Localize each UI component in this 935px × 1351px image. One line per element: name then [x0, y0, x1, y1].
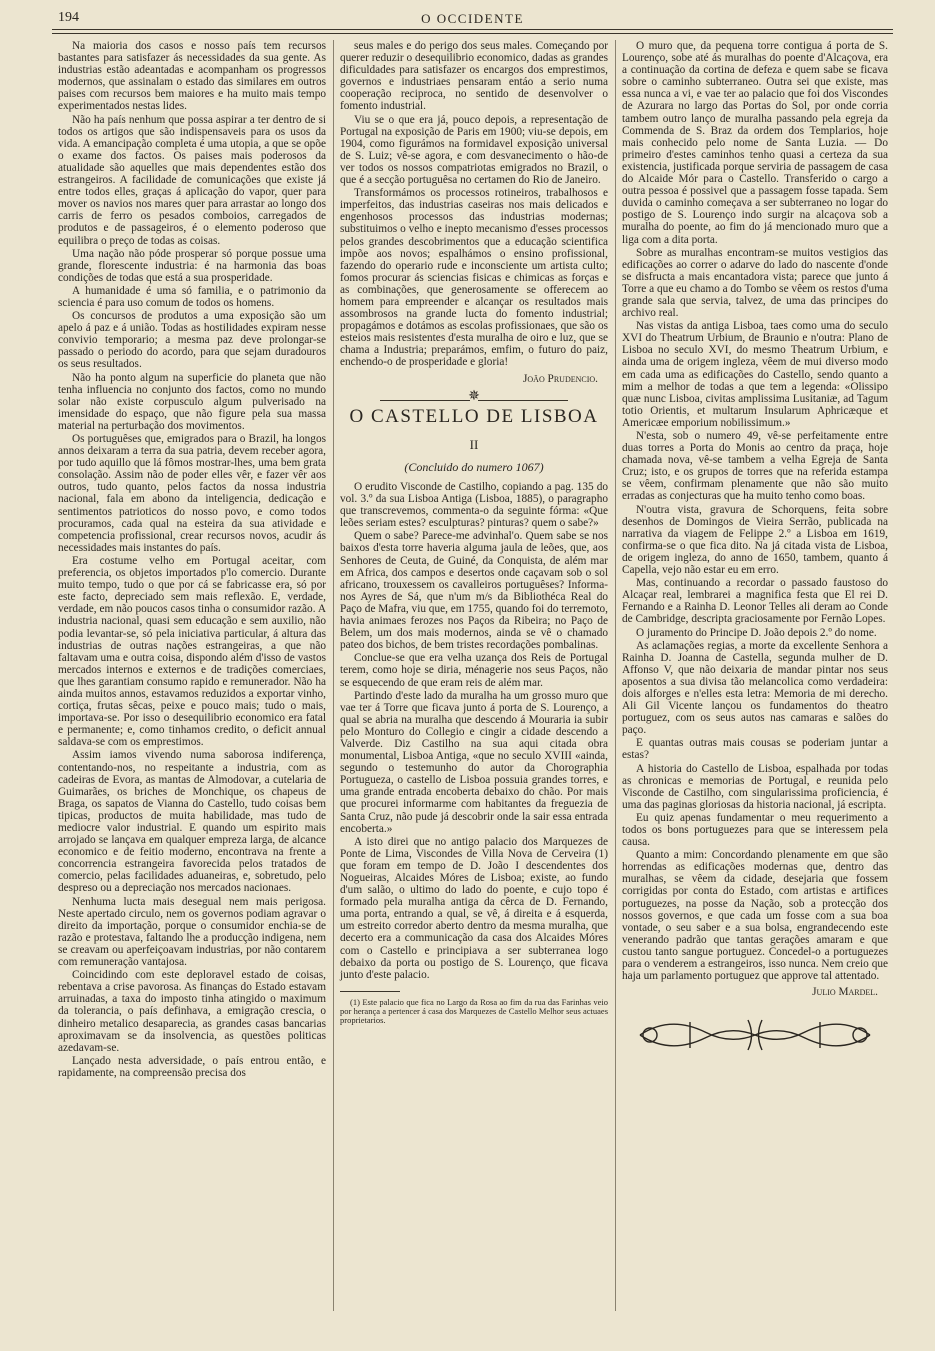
paragraph: E quantas outras mais cousas se poderiam juntar a estas?: [622, 737, 888, 762]
paragraph: A isto direi que no antigo palacio dos Marquezes de Ponte de Lima, Viscondes de Villa Nova de Cerveira (1) que foram em tempo de D. João I descendentes dos Nogueiras, Alcaides Móres de Lisboa; existe, ao fundo d'um salão, o ultimo do lado do poente, e cujo topo é formado pela muralha antiga da cêrca de D. Fernando, uma porta, entrando a qual, se vê, á direita e á esquerda, um estreito corredor aberto dentro da mesma muralha, que decerto era a communicação da casa dos Alcaides Móres com o Castello e principiava a ser subterranea logo debaixo da porta ou postigo de S. Lourenço, que ficava junto d'este palacio.: [340, 835, 608, 981]
paragraph: seus males e do perigo dos seus males. Começando por querer reduzir o desequilibrio economico, dadas as grandes dificuldades para satisfazer os encargos dos emprestimos, governos e industriaes pensaram entáo a serio numa cooperação reciproca, no sentido de desenvolver o fomento industrial.: [340, 40, 608, 113]
article-title: O CASTELLO DE LISBOA: [349, 405, 599, 427]
scroll-ornament-icon: [630, 1010, 880, 1060]
continuation-note: (Concluido do numero 1067): [404, 459, 544, 474]
paragraph: A humanidade é uma só familia, e o patrimonio da sciencia é para uso comum de todos os homens.: [58, 284, 326, 309]
paragraph: A historia do Castello de Lisboa, espalhada por todas as chronicas e memorias de Portugal, e reunida pelo Visconde de Castilho, com singularissima proficiencia, é uma das paginas gloriosas da historia nacional, já escripta.: [622, 762, 888, 811]
middle-column: [340, 40, 608, 1026]
paragraph: Viu se o que era já, pouco depois, a representação de Portugal na exposição de Paris em 1900; viu-se depois, em 1904, como figurámos na formidavel exposição universal de S. Luiz; vê-se agora, e com desvanecimento o hão-de ver todos os nossos compatriotas emigrados no Brazil, o que é a secção portuguêsa no certamen do Rio de Janeiro.: [340, 113, 608, 187]
paragraph: Assim iamos vivendo numa saborosa indiferença, contentando-nos, no respeitante a industria, com as cadeiras de Evora, as mantas de Almodovar, a cutelaria de Guimarães, os briches de Monchique, os chapeus de Braga, os sapatos de Vianna do Castello, tudo coisas bem tipicas, productos de muita habilidade, mas tudo de mediocre valor industrial. E quando um espirito mais arrojado se lançava em qualquer empreza larga, de alcance economico e de feitio moderno, encontrava na frente a concorrencia estrangeira favorecida pelos tratados de comercio, pelas facilidades aduaneiras, e, sobretudo, pelo despreso ou a depreciação nos mercados nacionaes.: [58, 749, 326, 895]
paragraph: Conclue-se que era velha uzança dos Reis de Portugal terem, como hoje se diria, ménagerie nos seus Paços, não se esquecendo de que eram reis de além mar.: [340, 652, 608, 689]
paragraph: O muro que, da pequena torre contigua á porta de S. Lourenço, sobe até ás muralhas do poente d'Alcaçova, era a continuação da cortina de defeza e quem sabe se ficava sobre o caminho subterraneo. Outra sei que existe, mas essa nunca a vi, e vae ter ao palacio que foi dos Viscondes de Azurara no largo das Portas do Sol, por onde corria tambem outro lanço de muralha passando pela egreja da Commenda de S. Braz da ordem dos Templarios, hoje mais conhecido pelo nome de Santa Luzia. — Do primeiro d'estes caminhos tenho quasi a certeza da sua existencia, justificada porque serviria de passagem de casa do Alcaide Mór para o Castello. Transferido o cargo a outra pessoa é possivel que a passagem fosse tapada. Sem duvida o caminho começava a ser subterraneo no logar do postigo de S. Lourenço indo surgir na alcaçova sob a muralha do poente, ao fim do já mencionado muro que a liga com a dita porta.: [622, 40, 888, 246]
paragraph: Os concursos de produtos a uma exposição são um apelo á paz e á união. Todas as hostilidades expiram nesse convivio temporario; a mesma paz deve prolongar-se passado o periodo do acordo, para que sejam duradouros os seus resultados.: [58, 310, 326, 371]
star-ornament-icon: ✵: [340, 391, 608, 403]
paragraph: O juramento do Principe D. João depois 2.º do nome.: [636, 626, 877, 639]
paragraph: Nenhuma lucta mais desegual nem mais perigosa. Neste apertado circulo, nem os governos podiam agravar o direito da importação, porque o consumidor enchia-se de razão e protestava, faltando lhe a producção indigena, nem se creavam ou aperfeiçoavam industrias, por não contarem com remuneração vantajosa.: [58, 895, 326, 969]
column-divider: [615, 40, 616, 1311]
paragraph: Mas, continuando a recordar o passado faustoso do Alcaçar real, lembrarei a magnifica festa que El rei D. Fernando e a Rainha D. Leonor Telles ali deram ao Conde de Cambridge, descripta graciosamente por Fernão Lopes.: [622, 577, 888, 626]
page-number: 194: [58, 10, 79, 25]
author-signature: Julio Mardel.: [812, 986, 878, 999]
paragraph: As aclamações regias, a morte da excellente Senhora a Rainha D. Joanna de Castella, segunda mulher de D. Affonso V, que não deixaria de mandar pintar nos seus aposentos a sua divisa tão melancolica como verdadeira: dois alforges e n'elles esta letra: Memoria de mi derecho. Ali Gil Vicente lançou os fundamentos do theatro portuguez, com os seus autos nas camaras e salões do paço.: [622, 639, 888, 737]
column-divider: [333, 40, 334, 1311]
section-number: II: [469, 436, 479, 452]
paragraph: Era costume velho em Portugal aceitar, com preferencia, os objetos importados p'lo comercio. Durante muito tempo, tudo o que por cá se fabricasse era, só por este facto, depreciado sem mais reflexão. E, verdade, verdade, em não poucos casos tinha o consumidor razão. A industria nacional, quasi sem educação e sem auxilio, não podia levantar-se, só pela iniciativa particular, á altura das industrias de outras nações estrangeiras, a que não faltavam uma e outra coisa, dispondo além d'isso de vastos mercados internos e externos e de tradições comerciaes, que lhes garantiam consumo rapido e remunerador. Não ha ainda muitos annos, estavamos reduzidos a exportar vinho, cortiça, frutas sêcas, peixe e pouco mais; tudo o mais, importava-se. Por isso o desequilibrio economico era fatal e permanente; e, como tinhamos credito, o deficit annual saldava-se com os emprestimos.: [58, 554, 326, 749]
paragraph: Lançado nesta adversidade, o país entrou então, e rapidamente, na compreensão precisa dos: [58, 1054, 326, 1079]
right-column: [622, 40, 888, 1060]
paragraph: Quanto a mim: Concordando plenamente em que são horrendas as edificações modernas que, dentro das muralhas, se vêem da cidade, desejaria que fossem corrigidas por conta do Estado, com artistas e artifices portuguezes, na posse da Nação, sob a protecção dos nossos governos, e que cada um fosse com a sua boa vontade, o seu saber e a sua bolsa, engrandecendo este venerando padrão que tantas gerações amaram e que custou tanto sangue portuguez. Concedel-o a portuguezes para o venderem a estrangeiros, isso nunca. Nem creio que haja um parlamento portuguez que approve tal attentado.: [622, 849, 888, 983]
paragraph: Sobre as muralhas encontram-se muitos vestigios das edificações ao correr o adarve do lado do nascente d'onde se disfructa a mais encantadora vista; parece que junto á Torre a que eu chamo a do Tombo se vêem os restos d'uma grande sala que servia, talvez, de uma das principes do archivo real.: [622, 246, 888, 320]
paragraph: N'esta, sob o numero 49, vê-se perfeitamente entre duas torres a Porta do Monis ao centro da praça, hoje chamada nova, vê-se tambem a velha Egreja de Santa Cruz; isto, e os grupos de torres que na referida estampa se vêem, confirmam plenamente que não são muito erradas as conjecturas que ha muito tenho como boas.: [622, 430, 888, 503]
paragraph: O erudito Visconde de Castilho, copiando a pag. 135 do vol. 3.º da sua Lisboa Antiga (Lisboa, 1885), o paragrapho que transcrevemos, commenta-o da seguinte fórma: «Que leões seriam estes? esculpturas? pinturas? quem o sabe?»: [340, 481, 608, 530]
paragraph: Na maioria dos casos e nosso país tem recursos bastantes para satisfazer ás necessidades da sua gente. As industrias estão adeantadas e acompanham os progressos modernos, que assinalam o estado das similares em outros paises com recursos bem maiores e ha muito mais tempo experimentados nestas lides.: [58, 40, 326, 113]
journal-title: O OCCIDENTE: [421, 11, 524, 26]
paragraph: N'outra vista, gravura de Schorquens, feita sobre desenhos de Domingos de Vieira Serrão, publicada na narrativa da viagem de Felippe 2.º a Lisboa em 1619, confirma-se o que fica dito. Na já citada vista de Lisboa, de origem ingleza, do anno de 1650, tambem, quanto á Capella, vejo não estar eu em erro.: [622, 503, 888, 577]
paragraph: Quem o sabe? Parece-me advinhal'o. Quem sabe se nos baixos d'esta torre haveria alguma jaula de leões, que, aos Senhores de Ceuta, de Guiné, da Conquista, de além mar em Africa, dos campos e desertos onde caçavam sob o sol africano, trouxessem os cavalleiros portuguêses? Informa-nos Ayres de Sá, que n'um m/s da Bibliothéca Real do Paço de Mafra, viu que, em 1755, quando foi do terremoto, havia animaes ferozes nos Paços da Ribeira; no Paço de Belem, um dos mais modernos, ainda se vê o chamado pateo dos bichos, de bem tristes recordações pombalinas.: [340, 530, 608, 652]
header-rule: [52, 29, 893, 30]
paragraph: Partindo d'este lado da muralha ha um grosso muro que vae ter á Torre que ficava junto á porta de S. Lourenço, a qual se abria na muralha que descendo á Mouraria ia subir pelo Monturo do Collegio e cingir a cidade descendo a Valverde. Diz Castilho na sua aqui citada obra monumental, Lisboa Antiga, «que no seculo XVIII «ainda, segundo o testemunho do autor da Chorographia Portugueza, o castello de Lisboa possuia grandes torres, e uma grande entrada encoberta debaixo do chão. Por mais que procurei informarme com habitantes da freguezia de Santa Cruz, não pude já descobrir onde la sair essa entrada encoberta.»: [340, 689, 608, 835]
industry-article-end: [340, 40, 608, 369]
footnote: (1) Este palacio que fica no Largo da Rosa ao fim da rua das Farinhas veio por herança a pertencer á casa dos Marquezes de Castello Melhor seus actuaes proprietarios.: [340, 996, 608, 1025]
paragraph: Não ha país nenhum que possa aspirar a ter dentro de si todos os artigos que são indispensaveis para os usos da vida. A emancipação completa é uma utopia, a que se opõe o exame dos factos. Os paises mais poderosos da atualidade são aquelles que mais dependentes estão dos estrangeiros. A facilidade de comunicações que existe já entre todos elles, graças á aplicação do vapor, quer para mover os navios nos mares quer para arrastar ao longo dos carris de ferro os pesados comboios, carregados de produtos e de passageiros, é o elemento poderoso que equilibra o preço de todas as coisas.: [58, 113, 326, 247]
paragraph: Uma nação não póde prosperar só porque possue uma grande, florescente industria: é na harmonia das boas condições de todas que está a sua prosperidade.: [58, 247, 326, 284]
castello-article-continued: [622, 40, 888, 982]
left-column: [58, 40, 326, 1080]
paragraph: Coincidindo com este deploravel estado de coisas, rebentava a crise pavorosa. As finanças do Estado estavam arruinadas, a taxa do imposto tinha atingido o maximum da tolerancia, o país definhava, a emigração crescia, o dinheiro metalico desaparecia, as grandes casas bancarias aproximavam se da insolvencia, as questões politicas azedavam-se.: [58, 969, 326, 1054]
author-signature: João Prudencio.: [523, 372, 598, 385]
footnote-rule: [340, 991, 400, 992]
castello-article-body: [340, 481, 608, 981]
paragraph: Eu quiz apenas fundamentar o meu requerimento a todos os bons portuguezes para que se interessem pela causa.: [622, 811, 888, 849]
paragraph: Os portuguêses que, emigrados para o Brazil, ha longos annos deixaram a terra da sua patria, devem receber agora, por tudo aquillo que lá fômos mostrar-lhes, uma bem grata consolação. Assim não de poder elles vêr, e fazer vêr aos outros, tudo quanto, pelos factos da nossa industria nacional, fala em abono da inteligencia, dedicação e sentimentos patrioticos do nosso povo, e como todos procuramos, cada qual na esteira da sua atividade e competencia profissional, crear recursos novos, acudir ás necessidades mais instantes do país.: [58, 433, 326, 554]
paragraph: Não ha ponto algum na superficie do planeta que não tenha influencia no conjunto dos factos, como no mundo solar não existe corpusculo algum pulverisado na imensidade do espaço, que não figure pela sua massa material na perturbação dos movimentos.: [58, 371, 326, 432]
paragraph: Transformámos os processos rotineiros, trabalhosos e imperfeitos, das industrias caseiras nos mais delicados e engenhosos processos das industrias modernas; substituimos o velho e inepto mecanismo d'esses processos pelos grandes descobrimentos que a educação scientifica impõe aos novos; espalhámos o ensino profissional, fazendo do operario rude e inconsciente um artista culto; fomos procurar ás sciencias fisicas e chimicas as forças e as combinações, que generosamente se offerecem ao homem para empreender e alcançar os resultados mais assombrosos na grande lucta do fomento industrial; propagámos e dotámos as escolas profissionaes, que são os esteios mais resistentes d'esta muralha de oiro e luz, que se chama a Industria; preparámos, emfim, o futuro do paiz, enchendo-o de prosperidade e gloria!: [340, 187, 608, 369]
header-rule-thin: [52, 33, 893, 34]
page-header: [52, 8, 893, 30]
paragraph: Nas vistas da antiga Lisboa, taes como uma do seculo XVI do Theatrum Urbium, de Braunio e n'outra: Plano de Lisboa no seculo XVI, do mesmo Theatrum Urbium, e ainda uma de origem ingleza, vêem de mui diverso modo em cada uma as edificações do Castello, sendo quanto a mim a melhor de todas a que tem a legenda: «Olissipo quæ nunc Lisboa, civitas amplissima Lusitaniæ, ad Tagum totio Orientis, et multarum Insularum Aphricæque et Americæe emporium nobilissimum.»: [622, 320, 888, 429]
